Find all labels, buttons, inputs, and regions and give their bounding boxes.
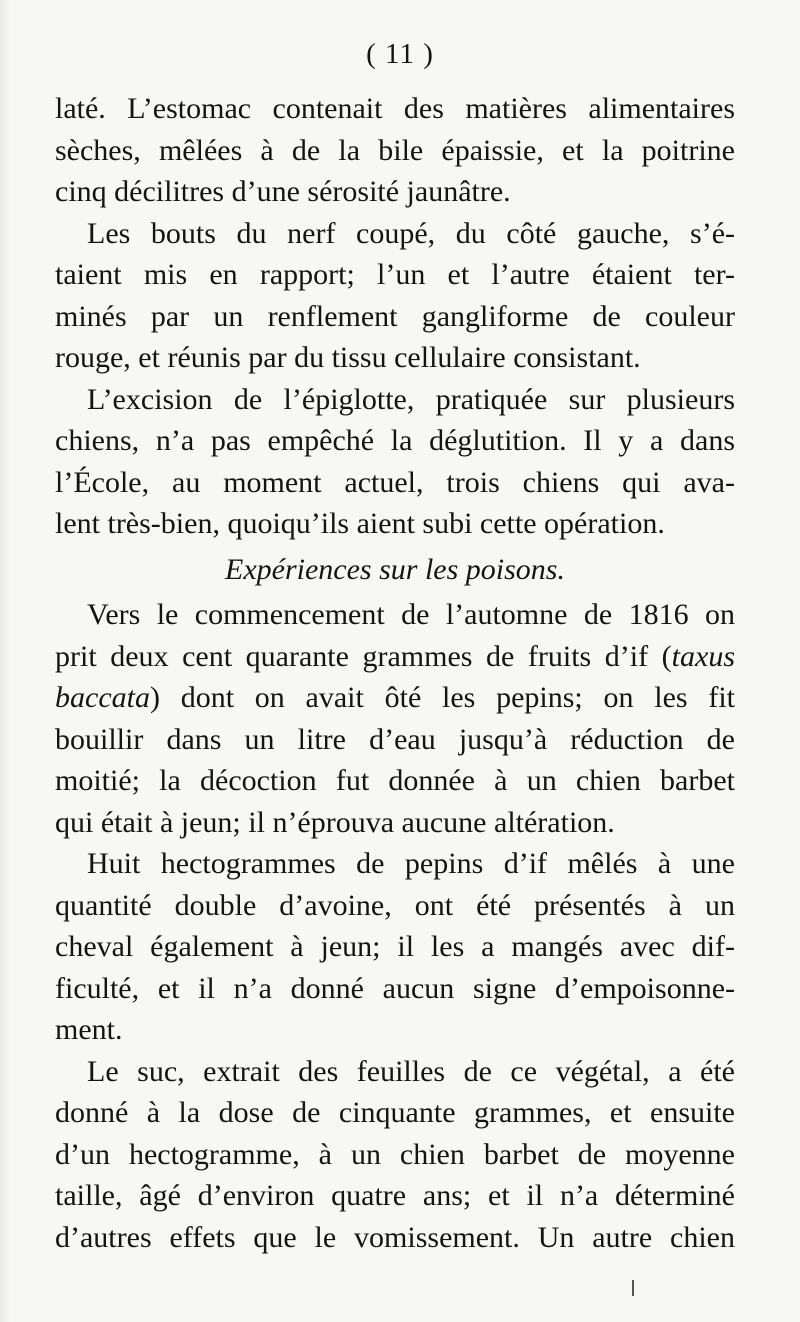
text-line [55,719,735,761]
text-line: sèches, mêlées à de la bile épaissie, et la poitrine [55,133,735,167]
text-line [55,594,735,636]
margin-mark [632,1280,634,1296]
text-line [55,1175,735,1217]
text-line [55,1051,735,1093]
text-run: quantité double d’avoine, ont été présentés à un [55,888,735,922]
text-line: minés par un renflement gangliforme de couleur [55,299,735,333]
text-run: bouillir dans un litre d’eau jusqu’à réduction de [55,722,735,756]
text-run: taille, âgé d’environ quatre ans; et il n’a déterminé [55,1179,735,1212]
text-line [55,885,735,927]
latin-name-italic: baccata [55,681,150,714]
text-line [55,636,735,678]
text-run: ment. [55,1013,123,1046]
text-line: laté. L’estomac contenait des matières alimentaires [55,92,735,125]
text-line [55,802,735,844]
text-line: chiens, n’a pas empêché la déglutition. Il y a dans [55,424,735,457]
text-run: ) dont on avait ôté les pepins; on les fit [149,681,735,714]
text-line [55,1009,735,1051]
text-line: L’excision de l’épiglotte, pratiquée sur plusieurs [87,382,735,416]
text-run: Huit hectogrammes de pepins d’if mêlés à une [87,847,735,880]
text-line [55,1092,735,1134]
text-line [55,1217,735,1259]
text-run: d’autres effets que le vomissement. Un autre chien [55,1220,735,1254]
text-line: lent très-bien, quoiqu’ils aient subi cette opération. [55,507,665,540]
text-run: Le suc, extrait des feuilles de ce végétal, a été [87,1054,735,1088]
text-line [55,843,735,885]
text-run: d’un hectogramme, à un chien barbet de moyenne [55,1137,735,1171]
page-edge-shadow [0,0,10,1322]
text-line [55,926,735,968]
latin-name-italic: taxus [671,639,735,673]
text-line: rouge, et réunis par du tissu cellulaire consistant. [55,341,641,374]
text-line: l’École, au moment actuel, trois chiens qui ava- [55,465,735,499]
section-heading: Expériences sur les poisons. [225,552,565,586]
text-line [55,1134,735,1176]
text-line [55,677,735,719]
text-run: qui était à jeun; il n’éprouva aucune altération. [55,805,615,839]
text-line [55,968,735,1010]
text-line: cinq décilitres d’une sérosité jaunâtre. [55,175,511,208]
text-run: cheval également à jeun; il les a mangés avec dif- [55,930,735,963]
paragraphs-poisons [55,594,735,1258]
text-run: Vers le commencement de l’automne de 1816 on [87,598,735,631]
body-text [55,88,735,1258]
text-run: moitié; la décoction fut donnée à un chien barbet [55,764,735,797]
text-line [55,760,735,802]
text-run: ficulté, et il n’a donné aucun signe d’empoisonne- [55,971,735,1005]
page-number: ( 11 ) [366,38,434,70]
text-line: taient mis en rapport; l’un et l’autre étaient ter- [55,258,735,291]
text-run: donné à la dose de cinquante grammes, et ensuite [55,1096,735,1129]
text-run: prit deux cent quarante grammes de fruits d’if ( [55,639,672,673]
text-line: Les bouts du nerf coupé, du côté gauche, s’é- [87,216,735,250]
